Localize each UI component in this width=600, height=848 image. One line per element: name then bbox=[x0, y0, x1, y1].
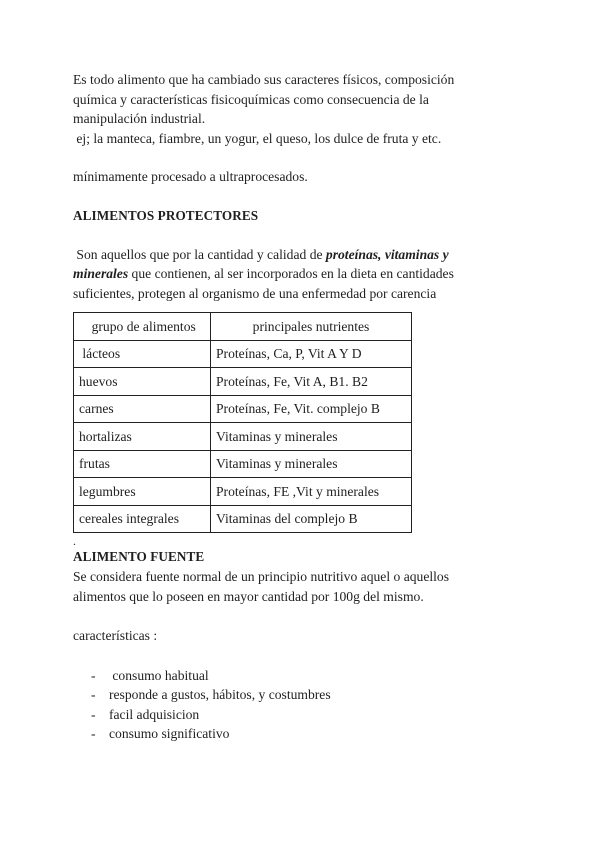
list-item-text: facil adquisicion bbox=[109, 706, 200, 722]
table-row bbox=[74, 340, 412, 368]
table-row bbox=[74, 368, 412, 396]
table-row bbox=[74, 450, 412, 478]
table-cell: Proteínas, Ca, P, Vit A Y D bbox=[211, 340, 412, 368]
list-item-text: responde a gustos, hábitos, y costumbres bbox=[109, 687, 331, 703]
table-cell: Proteínas, FE ,Vit y minerales bbox=[211, 478, 412, 506]
list-item bbox=[91, 666, 533, 685]
caracteristicas-label: características : bbox=[73, 628, 158, 644]
protectores-bold-1: proteínas, vitaminas y bbox=[325, 246, 449, 262]
fuente-heading: ALIMENTO FUENTE bbox=[73, 549, 205, 565]
intro-line-1: Es todo alimento que ha cambiado sus caracteres físicos, composición bbox=[73, 72, 455, 87]
table-cell: frutas bbox=[74, 450, 211, 478]
table-cell: lácteos bbox=[74, 340, 211, 368]
table-cell: legumbres bbox=[74, 478, 211, 506]
protectores-line-2 bbox=[73, 264, 533, 284]
table-row bbox=[74, 395, 412, 423]
dash-bullet: - bbox=[91, 667, 96, 683]
list-item-text: consumo habitual bbox=[109, 667, 209, 683]
document-page bbox=[73, 70, 533, 743]
list-item-text: consumo significativo bbox=[109, 725, 230, 741]
table-cell: hortalizas bbox=[74, 423, 211, 451]
protectores-bold-2: minerales bbox=[73, 266, 129, 282]
table-row bbox=[74, 478, 412, 506]
dash-bullet: - bbox=[91, 687, 96, 703]
table-cell: huevos bbox=[74, 368, 211, 396]
protectores-line-1 bbox=[73, 245, 533, 265]
list-item bbox=[91, 724, 533, 743]
intro-line-4: ej; la manteca, fiambre, un yogur, el queso, los dulce de fruta y etc. bbox=[73, 130, 442, 146]
protectores-heading: ALIMENTOS PROTECTORES bbox=[73, 207, 259, 223]
fuente-line-2: alimentos que lo poseen en mayor cantidad por 100g del mismo. bbox=[73, 588, 424, 604]
protectores-prefix: Son aquellos que por la cantidad y calidad de bbox=[73, 246, 326, 262]
caracteristicas-list bbox=[73, 666, 533, 744]
list-item bbox=[91, 685, 533, 704]
intro-line-3: manipulación industrial. bbox=[73, 111, 206, 127]
dash-bullet: - bbox=[91, 725, 96, 741]
stray-dot: . bbox=[73, 534, 76, 549]
table-header-row bbox=[74, 313, 412, 341]
table-row bbox=[74, 505, 412, 533]
table-header-cell: principales nutrientes bbox=[211, 313, 412, 341]
dash-bullet: - bbox=[91, 706, 96, 722]
table-header-cell: grupo de alimentos bbox=[74, 313, 211, 341]
table-cell: Vitaminas y minerales bbox=[211, 423, 412, 451]
table-cell: Proteínas, Fe, Vit. complejo B bbox=[211, 395, 412, 423]
table-cell: Vitaminas y minerales bbox=[211, 450, 412, 478]
table-cell: Proteínas, Fe, Vit A, B1. B2 bbox=[211, 368, 412, 396]
protectores-suffix: que contienen, al ser incorporados en la dieta en cantidades bbox=[128, 266, 454, 282]
list-item bbox=[91, 705, 533, 724]
nutrient-table bbox=[73, 312, 412, 533]
table-row bbox=[74, 423, 412, 451]
table-cell: Vitaminas del complejo B bbox=[211, 505, 412, 533]
protectores-line-3: suficientes, protegen al organismo de una enfermedad por carencia bbox=[73, 285, 437, 301]
table-cell: cereales integrales bbox=[74, 505, 211, 533]
intro-line-2: química y características fisicoquímicas como consecuencia de la bbox=[73, 91, 429, 107]
fuente-line-1: Se considera fuente normal de un principio nutritivo aquel o aquellos bbox=[73, 568, 449, 584]
intro-line-5: mínimamente procesado a ultraprocesados. bbox=[73, 169, 308, 185]
table-cell: carnes bbox=[74, 395, 211, 423]
